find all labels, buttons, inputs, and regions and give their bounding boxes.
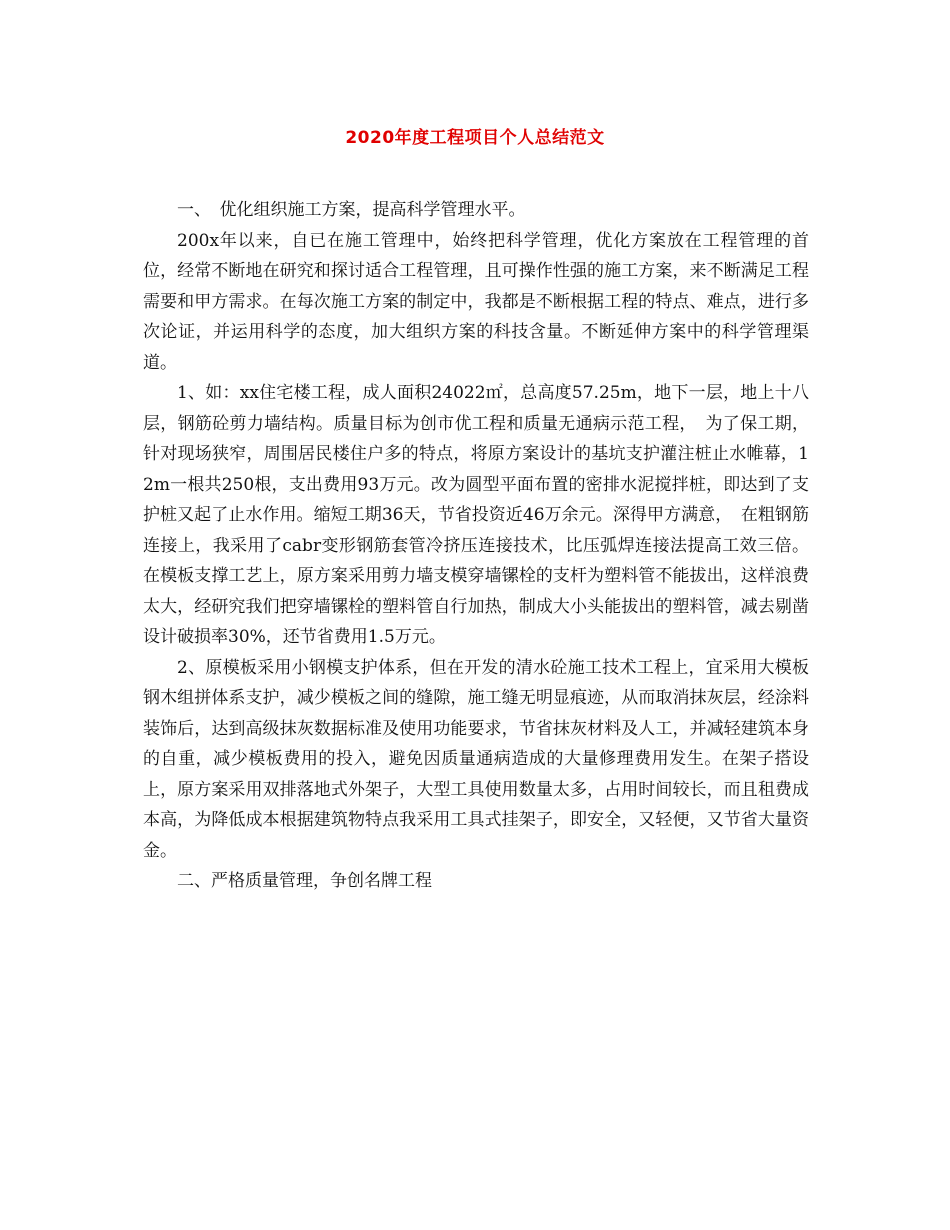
section-heading-1: 一、 优化组织施工方案，提高科学管理水平。 [177,200,526,220]
body-paragraph: 2、原模板采用小钢模支护体系，但在开发的清水砼施工技术工程上，宜采用大模板钢木组拼体系支护，减少模板之间的缝隙，施工缝无明显痕迹，从而取消抹灰层，经涂料装饰后，达到高级抹灰数据标准及使用功能要求，节省抹灰材料及人工，并减轻建筑本身的自重，减少模板费用的投入，避免因质量通病造成的大量修理费用发生。在架子搭设上，原方案采用双排落地式外架子，大型工具使用数量太多，占用时间较长，而且租费成本高，为降低成本根据建筑物特点我采用工具式挂架子，即安全，又轻便，又节省大量资金。 [143,657,809,861]
document-title: 2020年度工程项目个人总结范文 [345,128,605,148]
body-paragraph: 200x年以来，自已在施工管理中，始终把科学管理，优化方案放在工程管理的首位，经常不断地在研究和探讨适合工程管理，且可操作性强的施工方案，来不断满足工程需要和甲方需求。在每次施工方案的制定中，我都是不断根据工程的特点、难点，进行多次论证，并运用科学的态度，加大组织方案的科技含量。不断延伸方案中的科学管理渠道。 [143,230,809,373]
document-body [143,195,809,897]
section-heading-2: 二、严格质量管理，争创名牌工程 [177,871,432,891]
body-paragraph: 1、如：xx住宅楼工程，成人面积24022㎡，总高度57.25m，地下一层，地上十八层，钢筋砼剪力墙结构。质量目标为创市优工程和质量无通病示范工程， 为了保工期，针对现场狭窄，周围居民楼住户多的特点，将原方案设计的基坑支护灌注桩止水帷幕，12m一根共250根，支出费用93万元。改为圆型平面布置的密排水泥搅拌桩，即达到了支护桩又起了止水作用。缩短工期36天，节省投资近46万余元。深得甲方满意， 在粗钢筋连接上，我采用了cabr变形钢筋套管冷挤压连接技术，比压弧焊连接法提高工效三倍。在模板支撑工艺上，原方案采用剪力墙支模穿墙镙栓的支杆为塑料管不能拔出，这样浪费太大，经研究我们把穿墙镙栓的塑料管自行加热，制成大小头能拔出的塑料管，减去剔凿设计破损率30%，还节省费用1.5万元。 [143,383,809,647]
